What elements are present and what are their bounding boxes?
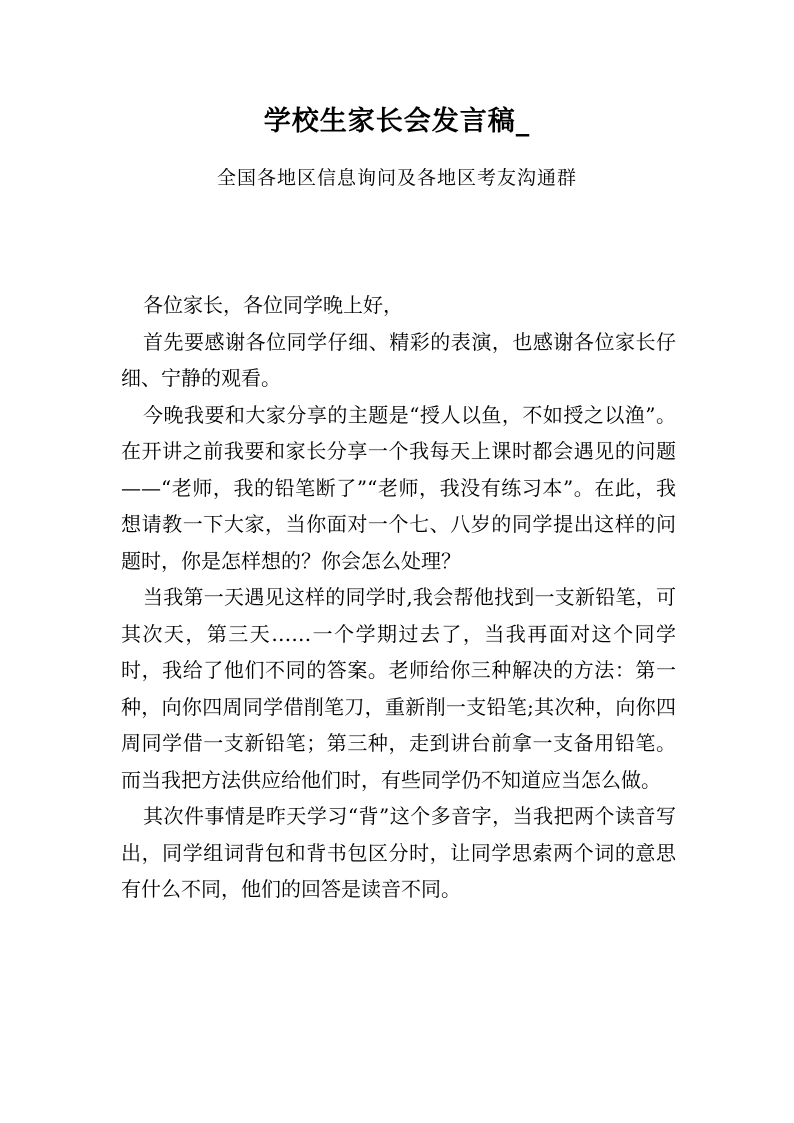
paragraph-second-matter: 其次件事情是昨天学习“背”这个多音字，当我把两个读音写出，同学组词背包和背书包区分时，让同学思索两个词的意思有什么不同，他们的回答是读音不同。 — [121, 804, 676, 901]
paragraph-theme: 今晚我要和大家分享的主题是“授人以鱼，不如授之以渔”。在开讲之前我要和家长分享一个我每天上课时都会遇见的问题——“老师，我的铅笔断了”“老师，我没有练习本”。在此，我想请教一下大家，当你面对一个七、八岁的同学提出这样的问题时，你是怎样想的？你会怎么处理？ — [121, 402, 676, 573]
document-subtitle: 全国各地区信息询问及各地区考友沟通群 — [216, 167, 577, 189]
paragraph-thanks: 首先要感谢各位同学仔细、精彩的表演，也感谢各位家长仔细、宁静的观看。 — [121, 329, 676, 390]
document-body — [121, 287, 676, 908]
document-title: 学校生家长会发言稿_ — [263, 106, 531, 137]
paragraph-first-day: 当我第一天遇见这样的同学时,我会帮他找到一支新铅笔，可其次天，第三天……一个学期过去了，当我再面对这个同学时，我给了他们不同的答案。老师给你三种解决的方法：第一种，向你四周同学借削笔刀，重新削一支铅笔;其次种，向你四周同学借一支新铅笔；第三种，走到讲台前拿一支备用铅笔。而当我把方法供应给他们时，有些同学仍不知道应当怎么做。 — [121, 585, 676, 792]
paragraph-greeting: 各位家长，各位同学晚上好， — [143, 293, 403, 317]
